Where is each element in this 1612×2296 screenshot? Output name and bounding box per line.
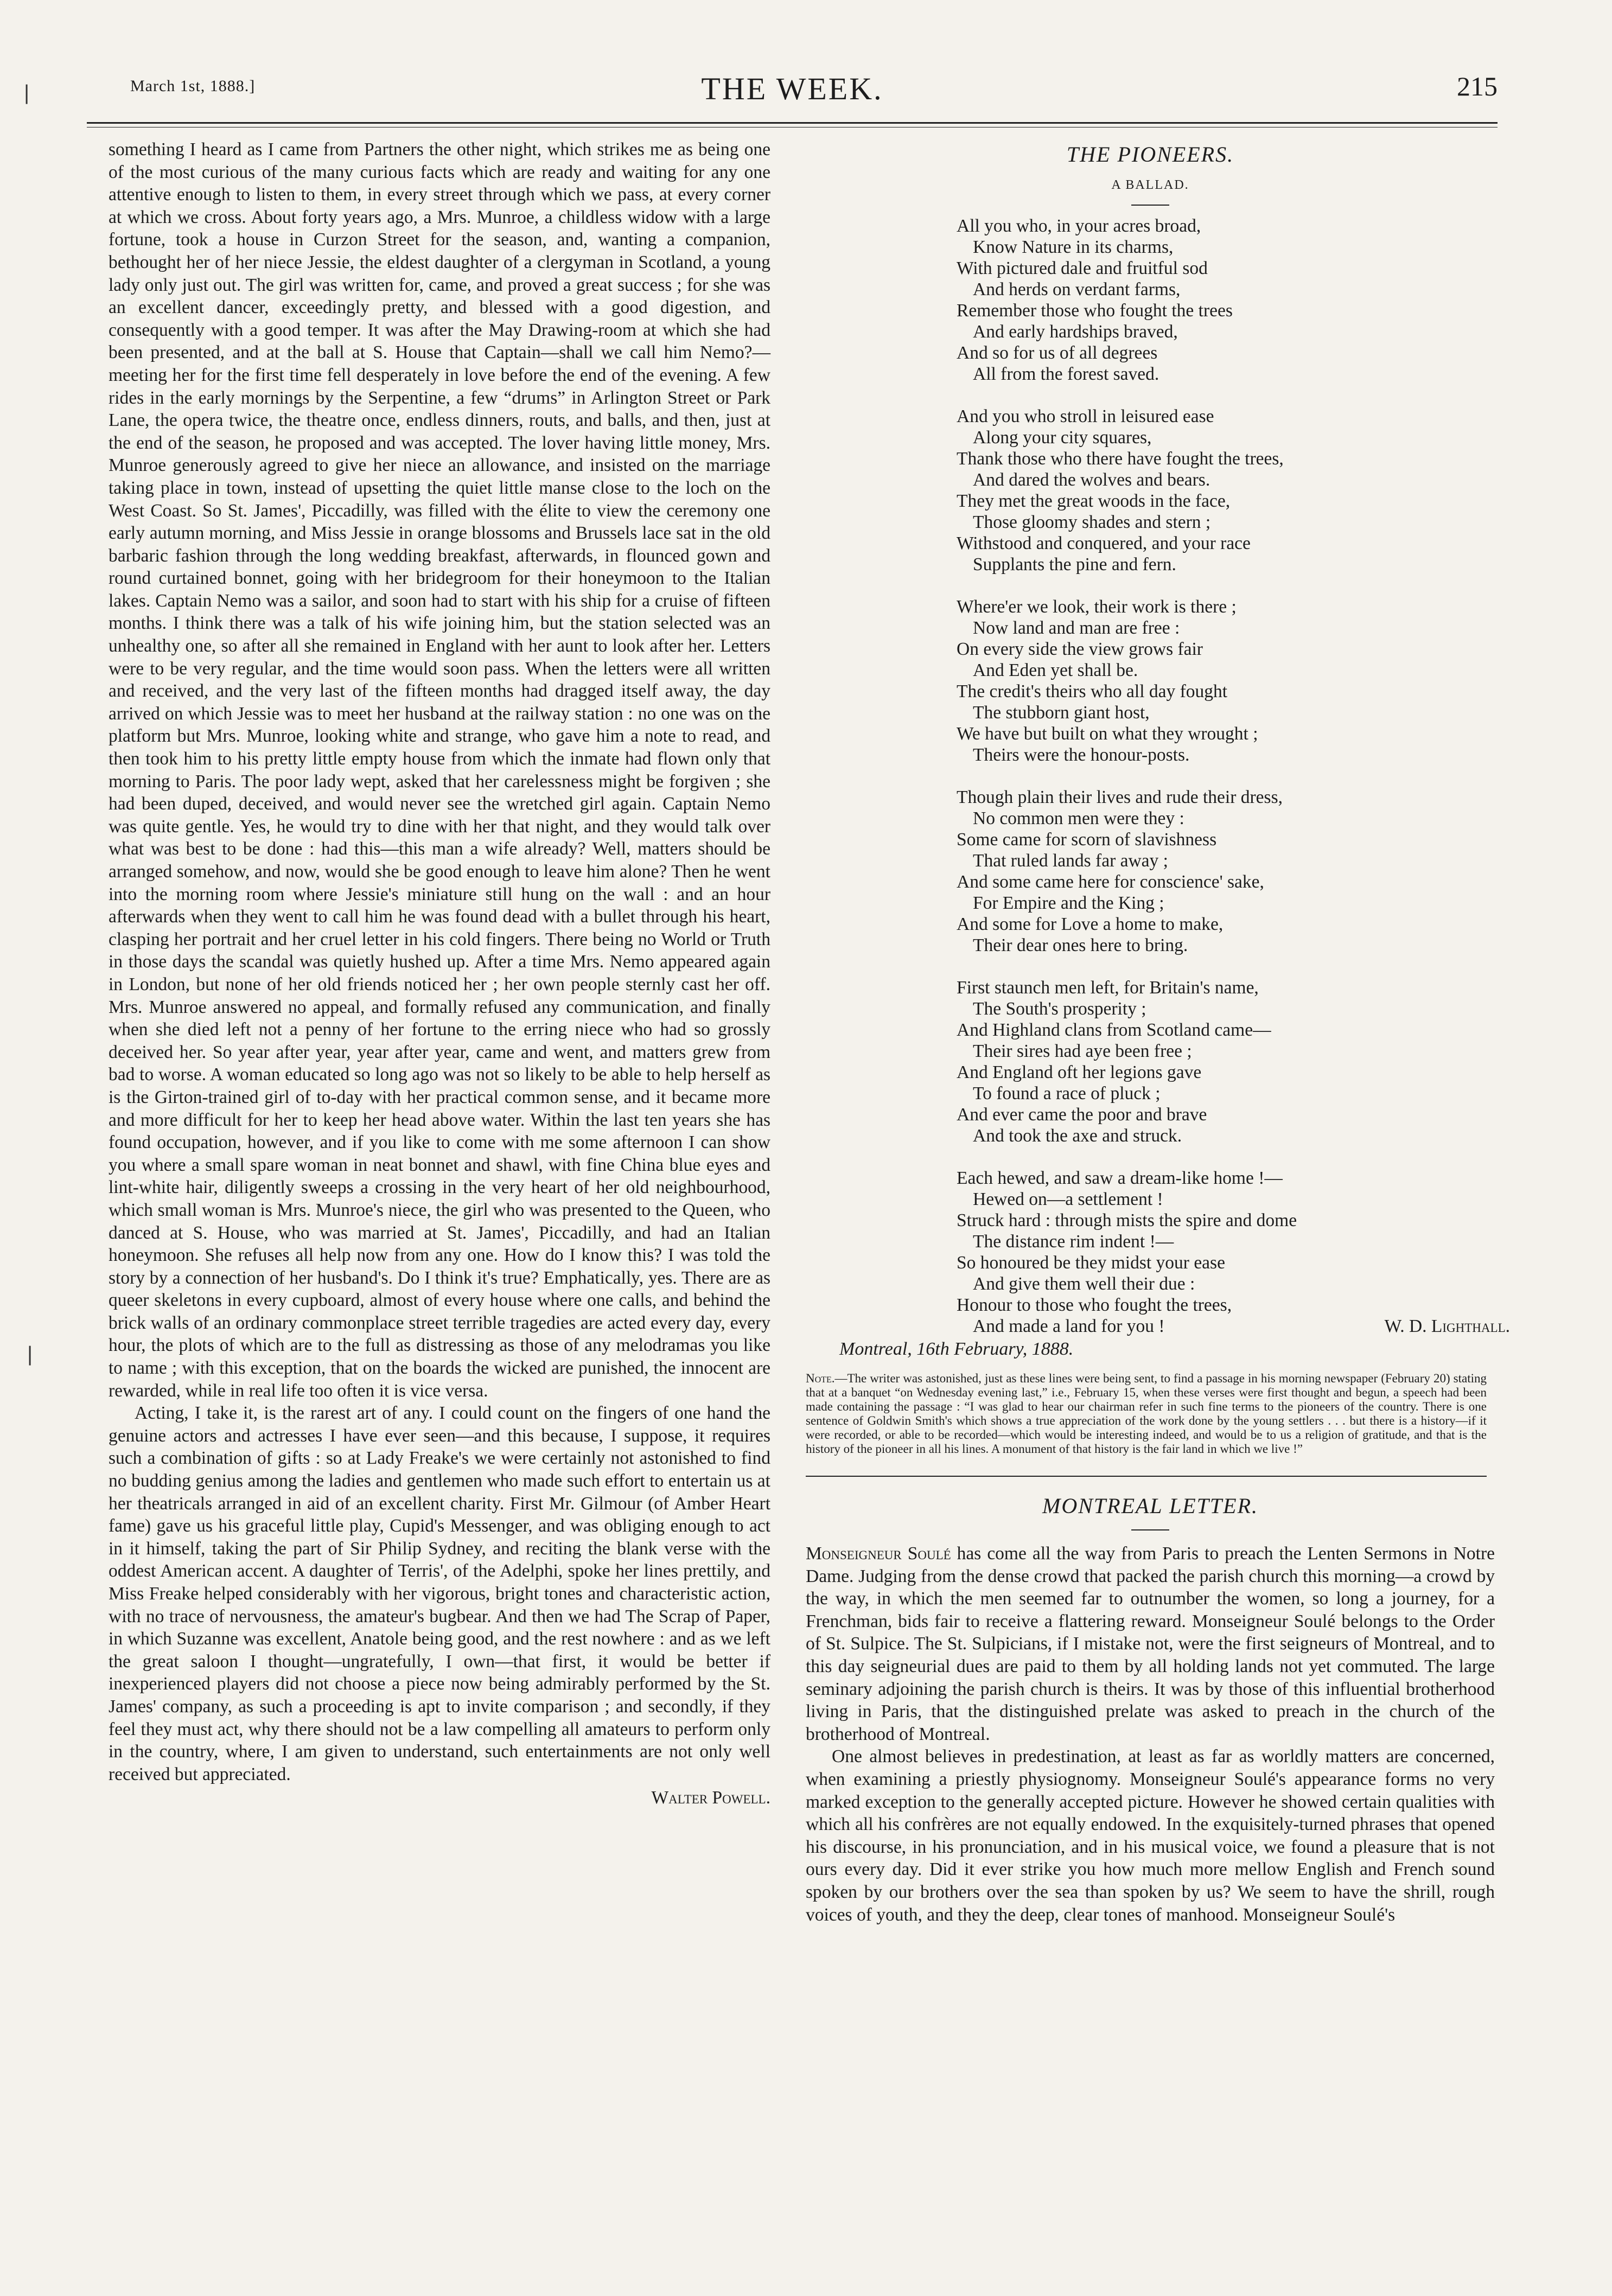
author-signature: Walter Powell. bbox=[651, 1788, 770, 1808]
issue-date: March 1st, 1888.] bbox=[130, 77, 256, 95]
verse-line: Thank those who there have fought the trees, bbox=[957, 449, 1284, 469]
stanza bbox=[957, 596, 1495, 766]
verse-line: To found a race of pluck ; bbox=[973, 1083, 1161, 1104]
poem-footnote bbox=[806, 1372, 1487, 1456]
verse-line: Supplants the pine and fern. bbox=[973, 554, 1176, 575]
left-column bbox=[109, 138, 770, 1809]
verse-line: Theirs were the honour-posts. bbox=[973, 745, 1190, 765]
page-header bbox=[87, 71, 1498, 114]
page-number: 215 bbox=[1457, 71, 1498, 101]
verse-line: And early hardships braved, bbox=[973, 322, 1178, 342]
verse-line: And England oft her legions gave bbox=[957, 1062, 1202, 1082]
verse-line: Their dear ones here to bring. bbox=[973, 935, 1188, 955]
verse-line: All from the forest saved. bbox=[973, 364, 1159, 384]
verse-line: For Empire and the King ; bbox=[973, 893, 1164, 913]
verse-line: And Eden yet shall be. bbox=[973, 660, 1138, 680]
verse-line: Now land and man are free : bbox=[973, 618, 1180, 638]
stanza bbox=[957, 215, 1495, 385]
letter-lead: Monseigneur Soulé bbox=[806, 1544, 951, 1564]
verse-line: First staunch men left, for Britain's name, bbox=[957, 978, 1259, 998]
journal-title: THE WEEK. bbox=[701, 71, 883, 106]
header-rule bbox=[87, 122, 1498, 124]
verse-line: And dared the wolves and bears. bbox=[973, 470, 1210, 490]
verse-line: And Highland clans from Scotland came— bbox=[957, 1020, 1271, 1040]
article-paragraph: something I heard as I came from Partners the other night, which strikes me as being one of the most curious of the many curious facts which are ready and waiting for any one attentive enough to listen to them, in every street through which we pass, at every corner at which we cross. About forty years ago, a Mrs. Munroe, a childless widow with a large fortune, took a house in Curzon Street for the season, and, wanting a companion, bethought her of her niece Jessie, the eldest daughter of a clergyman in Scotland, a young lady only just out. The girl was written for, came, and proved a great success ; for she was an excellent dancer, exceedingly pretty, and blessed with a good digestion, and consequently with a good temper. It was after the May Drawing-room at which she had been presented, and at the ball at S. House that Captain—shall we call him Nemo?—meeting her for the first time fell desperately in love before the end of the evening. A few rides in the early mornings by the Serpentine, a few “drums” in Arlington Street or Park Lane, the opera twice, the theatre once, endless dinners, routs, and balls, and then, just at the end of the season, he proposed and was accepted. The lover having little money, Mrs. Munroe generously agreed to give her niece an allowance, and insisted on the marriage taking place in town, instead of upsetting the quiet little manse close to the loch on the West Coast. So St. James', Piccadilly, was filled with the élite to view the ceremony one early autumn morning, and Miss Jessie in orange blossoms and Brussels lace sat in the old barbaric fashion through the long wedding breakfast, afterwards, in flounced gown and round curtained bonnet, going with her bridegroom for their honeymoon to the Italian lakes. Captain Nemo was a sailor, and soon had to start with his ship for a cruise of fifteen months. I think there was a talk of his wife joining him, but the station selected was an unhealthy one, so after all she remained in England with her aunt to look after her. Letters were to be very regular, and the time would soon pass. When the letters were all written and received, and the very last of the fifteen months had dragged itself away, the day arrived on which Jessie was to meet her husband at the railway station : no one was on the platform but Mrs. Munroe, looking white and strange, who gave him a note to read, and then took him to his pretty little empty house from which the inmate had flown only that morning to Paris. The poor lady wept, asked that her carelessness might be forgiven ; she had been duped, deceived, and would never see the wretched girl again. Captain Nemo was quite gentle. Yes, he would try to dine with her that night, and they would talk over what was best to be done : had this—this man a wife already? Well, matters should be arranged somehow, and now, would she be good enough to leave him alone? Then he went into the morning room where Jessie's miniature still hung on the wall : and an hour afterwards when they went to call him he was found dead with a bullet through his heart, clasping her portrait and her cruel letter in his cold fingers. There being no World or Truth in those days the scandal was quietly hushed up. After a time Mrs. Nemo appeared again in London, but none of her old friends noticed her ; her own people sternly cast her off. Mrs. Munroe answered no appeal, and formally refused any communication, and finally when she died left not a penny of her fortune to the erring niece who had so grossly deceived her. So year after year, year after year, came and went, and matters grew from bad to worse. A woman educated so long ago was not so likely to be able to help herself as is the Girton-trained girl of to-day with her practical common sense, and it became more and more difficult for her to keep her head above water. Within the last ten years she has found occupation, however, and if you like to come with me some afternoon I can show you where a small spare woman in neat bonnet and shawl, with fine China blue eyes and lint-white hair, diligently sweeps a crossing in the very heart of her old neighbourhood, which small woman is Mrs. Munroe's niece, the girl who was presented to the Queen, who danced at S. House, who was married at St. James', Piccadilly, and had an Italian honeymoon. She refuses all help now from any one. How do I know this? I was told the story by a connection of her husband's. Do I think it's true? Emphatically, yes. There are as queer skeletons in every cupboard, almost of every house where one calls, and behind the brick walls of an ordinary commonplace street terrible tragedies are acted every day, every hour, the plots of which are to the full as distressing as those of any melodramas you like to name ; with this exception, that on the boards the wicked are punished, the innocent are rewarded, while in real life too often it is vice versa. bbox=[109, 139, 770, 1401]
verse-line: Those gloomy shades and stern ; bbox=[973, 512, 1211, 532]
verse-line: The South's prosperity ; bbox=[973, 999, 1146, 1019]
verse-line: We have but built on what they wrought ; bbox=[957, 724, 1258, 744]
stanza bbox=[957, 787, 1495, 956]
letter-text: has come all the way from Paris to preach the Lenten Sermons in Notre Dame. Judging from the dense crowd that packed the parish church this morning—a crowd by the way, in which the men seemed far to outnumber the women, so long a journey, for a Frenchman, bids fair to receive a flattering reward. Monseigneur Soulé belongs to the Order of St. Sulpice. The St. Sulpicians, if I mistake not, were the first seigneurs of Montreal, and to this day seigneurial dues are paid to them by all holding lands not yet commuted. The large seminary adjoining the parish church is theirs. It was by those of this influential brotherhood living in Paris, that the distinguished prelate was asked to preach in the church of the brotherhood of Montreal. bbox=[806, 1544, 1495, 1744]
verse-line: The credit's theirs who all day fought bbox=[957, 681, 1228, 701]
verse-line: The stubborn giant host, bbox=[973, 703, 1150, 723]
note-label: Note. bbox=[806, 1372, 835, 1385]
verse-line: And took the axe and struck. bbox=[973, 1126, 1182, 1146]
poem-body bbox=[957, 215, 1510, 1337]
title-rule bbox=[1131, 205, 1169, 206]
title-rule bbox=[1131, 1529, 1169, 1530]
verse-line: Along your city squares, bbox=[973, 428, 1152, 448]
verse-line: And ever came the poor and brave bbox=[957, 1105, 1207, 1125]
verse-line: On every side the view grows fair bbox=[957, 639, 1203, 659]
verse-line: All you who, in your acres broad, bbox=[957, 216, 1201, 236]
poem-subtitle: A BALLAD. bbox=[1111, 178, 1189, 192]
verse-line: Their sires had aye been free ; bbox=[973, 1041, 1192, 1061]
verse-line: And some came here for conscience' sake, bbox=[957, 872, 1264, 892]
poem-dateline: Montreal, 16th February, 1888. bbox=[839, 1339, 1074, 1359]
verse-line: And so for us of all degrees bbox=[957, 343, 1158, 363]
margin-mark: ❘ bbox=[18, 82, 35, 104]
note-text: —The writer was astonished, just as these lines were being sent, to find a passage in his morning newspaper (February 20) stating that at a banquet “on Wednesday evening last,” i.e., February 15, when these verses were first thought and begun, a speech had been made containing the passage : “I was glad to hear our chairman refer in such fine terms to the pioneers of the country. There is one sentence of Goldwin Smith's which shows a true appreciation of the work done by the young settlers . . . but there is a history—if it were recorded, or able to be recorded—which would be interesting indeed, and would be to us a religion of gratitude, and that is the history of the pioneer in all his lines. A monument of that history is the fair land in which we live !” bbox=[806, 1372, 1487, 1456]
right-column bbox=[806, 138, 1510, 1926]
verse-line: Remember those who fought the trees bbox=[957, 301, 1233, 321]
verse-line: And herds on verdant farms, bbox=[973, 279, 1181, 299]
verse-line: Honour to those who fought the trees, bbox=[957, 1295, 1232, 1315]
verse-line: So honoured be they midst your ease bbox=[957, 1253, 1225, 1273]
verse-line: Though plain their lives and rude their dress, bbox=[957, 787, 1283, 807]
margin-mark: ❘ bbox=[22, 1343, 39, 1365]
verse-line: And give them well their due : bbox=[973, 1274, 1195, 1294]
poem-author: W. D. Lighthall. bbox=[1384, 1316, 1510, 1336]
letter-paragraph: One almost believes in predestination, at least as far as worldly matters are concerned, when examining a priestly physiognomy. Monseigneur Soulé's appearance forms no very marked exception to the generally accepted picture. However he showed certain qualities with which all his confrères are not equally endowed. In the exquisitely-turned phrases that opened his discourse, in his pronunciation, and in his musical voice, we found a pleasure that is not ours every day. Did it ever strike you how much more mellow English and French sound spoken by our brothers over the sea than spoken by us? We seem to have the shrill, rough voices of youth, and they the deep, clear tones of manhood. Monseigneur Soulé's bbox=[806, 1746, 1495, 1925]
verse-signature-line bbox=[957, 1316, 1510, 1337]
section-rule bbox=[806, 1476, 1487, 1477]
verse-line: Each hewed, and saw a dream-like home !— bbox=[957, 1168, 1283, 1188]
verse-line: They met the great woods in the face, bbox=[957, 491, 1231, 511]
verse-line: Hewed on—a settlement ! bbox=[973, 1189, 1163, 1209]
letter-body bbox=[806, 1542, 1495, 1926]
poem-title: THE PIONEERS. bbox=[1066, 142, 1234, 167]
verse-line: Know Nature in its charms, bbox=[973, 237, 1174, 257]
verse-line: With pictured dale and fruitful sod bbox=[957, 258, 1208, 278]
stanza bbox=[957, 1168, 1510, 1337]
verse-line: Some came for scorn of slavishness bbox=[957, 830, 1217, 850]
verse-line: And some for Love a home to make, bbox=[957, 914, 1224, 934]
letter-paragraph bbox=[806, 1542, 1495, 1745]
stanza bbox=[957, 977, 1495, 1146]
verse-line: No common men were they : bbox=[973, 808, 1184, 828]
article-paragraph: Acting, I take it, is the rarest art of any. I could count on the fingers of one hand the genuine actors and actresses I have ever seen—and this because, I suppose, it requires such a combination of gifts : so at Lady Freake's we were certainly not astonished to find no budding genius among the ladies and gentlemen who made such effort to entertain us at her theatricals arranged in aid of an excellent charity. First Mr. Gilmour (of Amber Heart fame) gave us his graceful little play, Cupid's Messenger, and was obliging enough to act in it himself, taking the part of Sir Philip Sydney, and reciting the blank verse with the oddest American accent. A daughter of Terris', of the Adelphi, spoke her lines prettily, and Miss Freake helped considerably with her vigorous, bright tones and characteristic action, with no trace of nervousness, the amateur's bugbear. And then we had The Scrap of Paper, in which Suzanne was excellent, Anatole being good, and the rest nowhere : and as we left the great saloon I thought—ungratefully, I own—that first, it would be better if inexperienced players did not choose a piece now being admirably performed by the St. James' company, as such a proceeding is apt to invite comparison ; and secondly, if they feel they must act, why there should not be a law compelling all amateurs to perform only in the country, where, I am given to understand, such entertainments are not only well received but appreciated. bbox=[109, 1403, 770, 1784]
verse-line: Withstood and conquered, and your race bbox=[957, 533, 1251, 553]
verse-line: The distance rim indent !— bbox=[973, 1232, 1174, 1252]
verse-line: That ruled lands far away ; bbox=[973, 851, 1168, 871]
letter-title: MONTREAL LETTER. bbox=[1042, 1494, 1258, 1518]
stanza bbox=[957, 406, 1495, 575]
verse-line: And you who stroll in leisured ease bbox=[957, 406, 1214, 426]
verse-line: Struck hard : through mists the spire and dome bbox=[957, 1210, 1297, 1230]
verse-line: Where'er we look, their work is there ; bbox=[957, 597, 1237, 617]
verse-line: And made a land for you ! bbox=[973, 1316, 1165, 1336]
